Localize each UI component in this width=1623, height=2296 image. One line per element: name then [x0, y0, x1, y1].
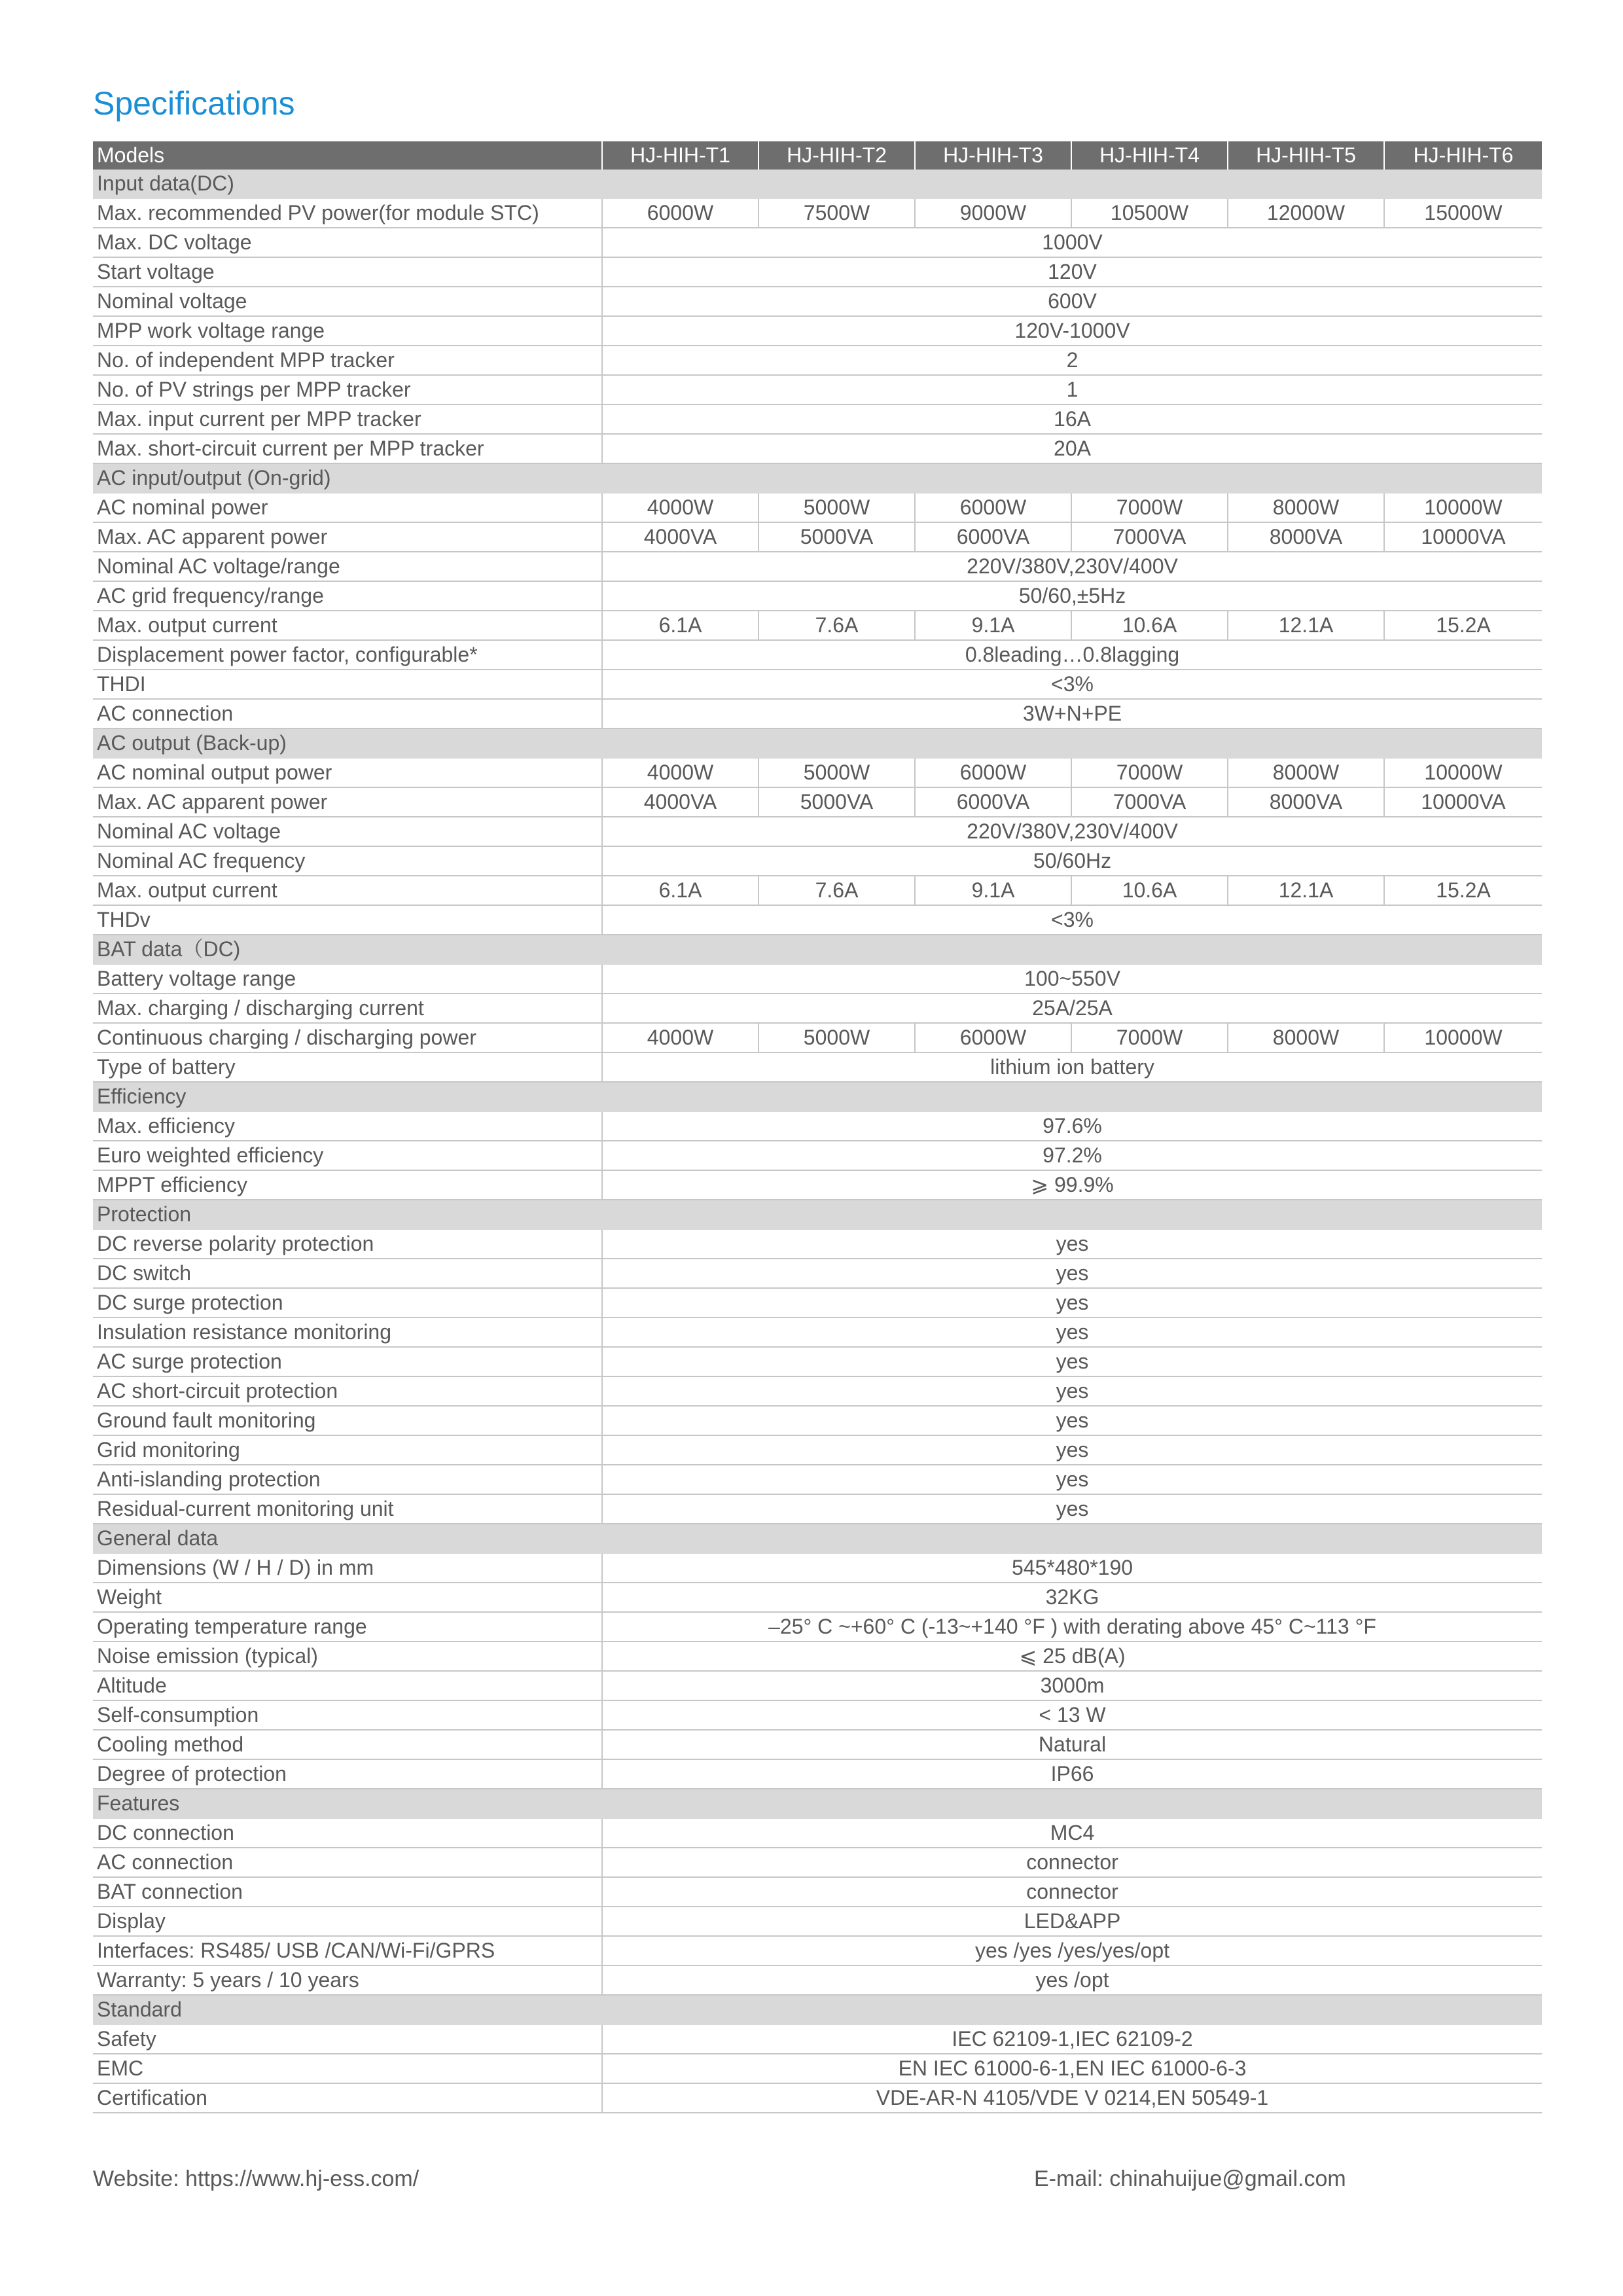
page-title: Specifications: [93, 85, 295, 122]
section-title: Input data(DC): [93, 170, 1542, 198]
table-row: [93, 1818, 1542, 1848]
spec-label: Degree of protection: [93, 1759, 602, 1789]
table-row: [93, 404, 1542, 434]
spec-label: Battery voltage range: [93, 964, 602, 994]
spec-label: DC surge protection: [93, 1288, 602, 1318]
spec-value: 8000VA: [1228, 522, 1384, 552]
spec-value: ⩾ 99.9%: [602, 1170, 1542, 1200]
spec-value: 5000VA: [758, 522, 915, 552]
spec-value: yes: [602, 1288, 1542, 1318]
spec-value: EN IEC 61000-6-1,EN IEC 61000-6-3: [602, 2054, 1542, 2083]
section-header-row: [93, 463, 1542, 493]
model-header: HJ-HIH-T5: [1228, 141, 1384, 170]
spec-value: 7000VA: [1071, 522, 1228, 552]
spec-value: yes: [602, 1229, 1542, 1259]
spec-label: Start voltage: [93, 257, 602, 287]
spec-value: 5000W: [758, 493, 915, 522]
spec-value: 50/60Hz: [602, 846, 1542, 876]
spec-value: 4000W: [602, 1023, 758, 1052]
table-row: [93, 2054, 1542, 2083]
spec-value: 1000V: [602, 228, 1542, 257]
spec-value: yes: [602, 1465, 1542, 1494]
spec-value: 8000W: [1228, 1023, 1384, 1052]
section-header-row: [93, 1789, 1542, 1818]
spec-label: Safety: [93, 2024, 602, 2054]
spec-label: THDI: [93, 670, 602, 699]
table-row: [93, 1700, 1542, 1730]
spec-value: 50/60,±5Hz: [602, 581, 1542, 611]
spec-value: 10000VA: [1384, 522, 1542, 552]
spec-value: <3%: [602, 670, 1542, 699]
spec-label: Max. output current: [93, 611, 602, 640]
spec-value: yes: [602, 1318, 1542, 1347]
table-row: [93, 316, 1542, 346]
spec-value: 100~550V: [602, 964, 1542, 994]
spec-value: 4000VA: [602, 522, 758, 552]
spec-value: 10.6A: [1071, 611, 1228, 640]
spec-value: 16A: [602, 404, 1542, 434]
spec-label: Warranty: 5 years / 10 years: [93, 1965, 602, 1995]
spec-value: 12.1A: [1228, 876, 1384, 905]
section-title: Features: [93, 1789, 1542, 1818]
section-header-row: [93, 728, 1542, 758]
spec-value: 6000W: [915, 1023, 1071, 1052]
table-row: [93, 1936, 1542, 1965]
spec-label: Max. output current: [93, 876, 602, 905]
spec-value: 6.1A: [602, 611, 758, 640]
spec-value: 3000m: [602, 1671, 1542, 1700]
spec-value: LED&APP: [602, 1907, 1542, 1936]
spec-label: Residual-current monitoring unit: [93, 1494, 602, 1524]
table-row: [93, 1848, 1542, 1877]
section-header-row: [93, 935, 1542, 964]
spec-value: 10000W: [1384, 493, 1542, 522]
spec-value: yes: [602, 1376, 1542, 1406]
spec-value: 25A/25A: [602, 994, 1542, 1023]
spec-value: 10000VA: [1384, 787, 1542, 817]
table-header-row: [93, 141, 1542, 170]
footer-website: Website: https://www.hj-ess.com/: [93, 2166, 419, 2191]
spec-value: yes: [602, 1494, 1542, 1524]
spec-label: Displacement power factor, configurable*: [93, 640, 602, 670]
table-row: [93, 1759, 1542, 1789]
spec-value: –25° C ~+60° C (-13~+140 °F ) with derating above 45° C~113 °F: [602, 1612, 1542, 1641]
table-row: [93, 581, 1542, 611]
footer-email: E-mail: chinahuijue@gmail.com: [1034, 2166, 1346, 2191]
spec-value: 7000W: [1071, 758, 1228, 787]
table-row: [93, 1288, 1542, 1318]
spec-value: yes /yes /yes/yes/opt: [602, 1936, 1542, 1965]
spec-value: 7.6A: [758, 876, 915, 905]
table-row: [93, 2083, 1542, 2113]
spec-label: THDv: [93, 905, 602, 935]
spec-label: Nominal AC voltage: [93, 817, 602, 846]
spec-value: 4000VA: [602, 787, 758, 817]
table-row: [93, 552, 1542, 581]
spec-value: lithium ion battery: [602, 1052, 1542, 1082]
spec-label: Dimensions (W / H / D) in mm: [93, 1553, 602, 1583]
spec-value: 5000W: [758, 758, 915, 787]
spec-value: <3%: [602, 905, 1542, 935]
spec-value: 7500W: [758, 198, 915, 228]
spec-label: No. of PV strings per MPP tracker: [93, 375, 602, 404]
spec-label: Max. charging / discharging current: [93, 994, 602, 1023]
spec-value: yes: [602, 1435, 1542, 1465]
table-row: [93, 994, 1542, 1023]
table-row: [93, 905, 1542, 935]
table-row: [93, 876, 1542, 905]
section-header-row: [93, 1524, 1542, 1553]
spec-value: 9.1A: [915, 611, 1071, 640]
table-row: [93, 670, 1542, 699]
table-row: [93, 1494, 1542, 1524]
spec-label: Max. short-circuit current per MPP tracker: [93, 434, 602, 463]
table-row: [93, 1465, 1542, 1494]
spec-value: yes: [602, 1259, 1542, 1288]
spec-value: 7.6A: [758, 611, 915, 640]
spec-value: yes: [602, 1406, 1542, 1435]
model-header: HJ-HIH-T6: [1384, 141, 1542, 170]
table-row: [93, 1347, 1542, 1376]
spec-value: IP66: [602, 1759, 1542, 1789]
spec-value: MC4: [602, 1818, 1542, 1848]
spec-value: 10000W: [1384, 1023, 1542, 1052]
spec-label: AC grid frequency/range: [93, 581, 602, 611]
spec-value: 15.2A: [1384, 876, 1542, 905]
table-row: [93, 198, 1542, 228]
spec-value: 12000W: [1228, 198, 1384, 228]
spec-value: connector: [602, 1877, 1542, 1907]
table-row: [93, 611, 1542, 640]
spec-label: MPPT efficiency: [93, 1170, 602, 1200]
spec-label: Insulation resistance monitoring: [93, 1318, 602, 1347]
spec-value: 220V/380V,230V/400V: [602, 817, 1542, 846]
spec-value: 5000VA: [758, 787, 915, 817]
spec-label: Interfaces: RS485/ USB /CAN/Wi-Fi/GPRS: [93, 1936, 602, 1965]
spec-value: 8000W: [1228, 493, 1384, 522]
table-row: [93, 287, 1542, 316]
table-row: [93, 1877, 1542, 1907]
model-header: HJ-HIH-T1: [602, 141, 758, 170]
section-header-row: [93, 170, 1542, 198]
spec-label: EMC: [93, 2054, 602, 2083]
spec-label: Nominal voltage: [93, 287, 602, 316]
table-row: [93, 375, 1542, 404]
spec-value: 10000W: [1384, 758, 1542, 787]
section-title: Standard: [93, 1995, 1542, 2024]
spec-label: Altitude: [93, 1671, 602, 1700]
spec-label: Nominal AC frequency: [93, 846, 602, 876]
spec-value: 7000W: [1071, 493, 1228, 522]
section-title: General data: [93, 1524, 1542, 1553]
spec-label: Type of battery: [93, 1052, 602, 1082]
spec-value: 20A: [602, 434, 1542, 463]
spec-label: Nominal AC voltage/range: [93, 552, 602, 581]
spec-value: 10.6A: [1071, 876, 1228, 905]
table-row: [93, 1406, 1542, 1435]
table-row: [93, 758, 1542, 787]
spec-value: 6000W: [915, 493, 1071, 522]
spec-value: 7000VA: [1071, 787, 1228, 817]
spec-label: DC reverse polarity protection: [93, 1229, 602, 1259]
table-row: [93, 787, 1542, 817]
model-header: HJ-HIH-T2: [758, 141, 915, 170]
spec-label: Self-consumption: [93, 1700, 602, 1730]
spec-value: 4000W: [602, 493, 758, 522]
spec-value: < 13 W: [602, 1700, 1542, 1730]
spec-label: Certification: [93, 2083, 602, 2113]
spec-label: Noise emission (typical): [93, 1641, 602, 1671]
table-row: [93, 1730, 1542, 1759]
spec-label: DC switch: [93, 1259, 602, 1288]
table-row: [93, 1435, 1542, 1465]
spec-value: 6000W: [915, 758, 1071, 787]
spec-value: 4000W: [602, 758, 758, 787]
spec-label: AC nominal output power: [93, 758, 602, 787]
table-row: [93, 257, 1542, 287]
spec-value: VDE-AR-N 4105/VDE V 0214,EN 50549-1: [602, 2083, 1542, 2113]
spec-value: 600V: [602, 287, 1542, 316]
spec-value: 545*480*190: [602, 1553, 1542, 1583]
table-row: [93, 640, 1542, 670]
table-row: [93, 699, 1542, 728]
spec-value: ⩽ 25 dB(A): [602, 1641, 1542, 1671]
spec-label: MPP work voltage range: [93, 316, 602, 346]
spec-value: 15.2A: [1384, 611, 1542, 640]
spec-value: 5000W: [758, 1023, 915, 1052]
section-title: Protection: [93, 1200, 1542, 1229]
table-row: [93, 346, 1542, 375]
table-row: [93, 1965, 1542, 1995]
spec-value: Natural: [602, 1730, 1542, 1759]
spec-value: connector: [602, 1848, 1542, 1877]
spec-value: 6000VA: [915, 787, 1071, 817]
spec-label: Grid monitoring: [93, 1435, 602, 1465]
spec-label: Cooling method: [93, 1730, 602, 1759]
spec-value: 10500W: [1071, 198, 1228, 228]
spec-value: yes: [602, 1347, 1542, 1376]
spec-value: 9000W: [915, 198, 1071, 228]
table-row: [93, 1376, 1542, 1406]
table-row: [93, 1671, 1542, 1700]
spec-value: 12.1A: [1228, 611, 1384, 640]
spec-label: DC connection: [93, 1818, 602, 1848]
spec-value: 3W+N+PE: [602, 699, 1542, 728]
table-row: [93, 1318, 1542, 1347]
spec-value: 120V-1000V: [602, 316, 1542, 346]
spec-label: Max. input current per MPP tracker: [93, 404, 602, 434]
section-header-row: [93, 1082, 1542, 1111]
table-row: [93, 1111, 1542, 1141]
spec-label: Max. AC apparent power: [93, 522, 602, 552]
spec-label: Weight: [93, 1583, 602, 1612]
section-header-row: [93, 1200, 1542, 1229]
spec-value: 8000VA: [1228, 787, 1384, 817]
spec-label: Max. efficiency: [93, 1111, 602, 1141]
spec-label: BAT connection: [93, 1877, 602, 1907]
spec-value: 6.1A: [602, 876, 758, 905]
table-row: [93, 1553, 1542, 1583]
spec-value: 32KG: [602, 1583, 1542, 1612]
table-row: [93, 493, 1542, 522]
spec-label: AC connection: [93, 699, 602, 728]
spec-value: 7000W: [1071, 1023, 1228, 1052]
spec-value: 9.1A: [915, 876, 1071, 905]
spec-value: 120V: [602, 257, 1542, 287]
table-row: [93, 964, 1542, 994]
section-title: Efficiency: [93, 1082, 1542, 1111]
spec-label: Max. recommended PV power(for module STC): [93, 198, 602, 228]
table-row: [93, 1141, 1542, 1170]
spec-label: Ground fault monitoring: [93, 1406, 602, 1435]
table-row: [93, 1583, 1542, 1612]
spec-label: AC connection: [93, 1848, 602, 1877]
spec-value: 6000W: [602, 198, 758, 228]
header-label: Models: [93, 141, 602, 170]
spec-label: Max. AC apparent power: [93, 787, 602, 817]
table-row: [93, 228, 1542, 257]
spec-value: 1: [602, 375, 1542, 404]
spec-label: Operating temperature range: [93, 1612, 602, 1641]
spec-label: Display: [93, 1907, 602, 1936]
spec-value: yes /opt: [602, 1965, 1542, 1995]
table-row: [93, 1229, 1542, 1259]
spec-value: 97.2%: [602, 1141, 1542, 1170]
spec-value: 6000VA: [915, 522, 1071, 552]
model-header: HJ-HIH-T4: [1071, 141, 1228, 170]
spec-label: AC surge protection: [93, 1347, 602, 1376]
spec-label: Anti-islanding protection: [93, 1465, 602, 1494]
spec-value: IEC 62109-1,IEC 62109-2: [602, 2024, 1542, 2054]
spec-value: 97.6%: [602, 1111, 1542, 1141]
table-row: [93, 846, 1542, 876]
spec-label: AC nominal power: [93, 493, 602, 522]
spec-value: 15000W: [1384, 198, 1542, 228]
spec-table: [93, 141, 1542, 2113]
model-header: HJ-HIH-T3: [915, 141, 1071, 170]
table-row: [93, 817, 1542, 846]
spec-label: Max. DC voltage: [93, 228, 602, 257]
spec-value: 2: [602, 346, 1542, 375]
section-header-row: [93, 1995, 1542, 2024]
spec-label: Euro weighted efficiency: [93, 1141, 602, 1170]
table-row: [93, 1023, 1542, 1052]
table-row: [93, 1907, 1542, 1936]
table-row: [93, 1052, 1542, 1082]
spec-label: No. of independent MPP tracker: [93, 346, 602, 375]
section-title: BAT data（DC): [93, 935, 1542, 964]
table-row: [93, 1612, 1542, 1641]
table-row: [93, 434, 1542, 463]
section-title: AC output (Back-up): [93, 728, 1542, 758]
table-row: [93, 522, 1542, 552]
table-row: [93, 1641, 1542, 1671]
table-row: [93, 1170, 1542, 1200]
section-title: AC input/output (On-grid): [93, 463, 1542, 493]
spec-value: 220V/380V,230V/400V: [602, 552, 1542, 581]
spec-value: 0.8leading…0.8lagging: [602, 640, 1542, 670]
table-row: [93, 2024, 1542, 2054]
spec-body: [93, 170, 1542, 2113]
table-row: [93, 1259, 1542, 1288]
spec-label: AC short-circuit protection: [93, 1376, 602, 1406]
spec-value: 8000W: [1228, 758, 1384, 787]
spec-label: Continuous charging / discharging power: [93, 1023, 602, 1052]
